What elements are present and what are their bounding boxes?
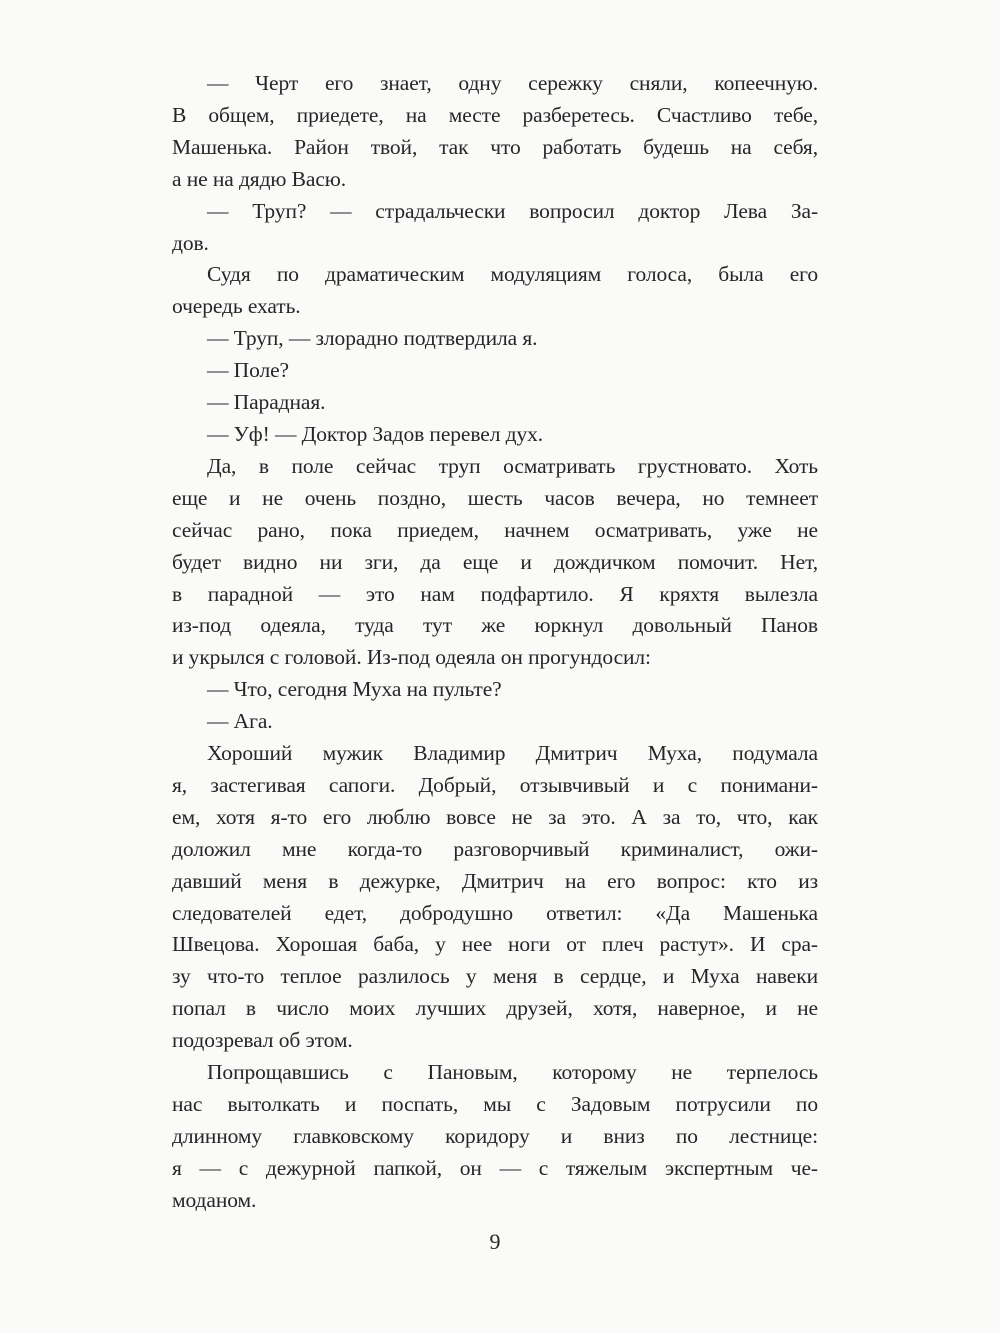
- text-line: очередь ехать.: [172, 294, 301, 319]
- text-line: моданом.: [172, 1187, 257, 1212]
- text-line: — Черт его знает, одну сережку сняли, копеечную.: [207, 71, 818, 95]
- text-line: Машенька. Район твой, так что работать будешь на себя,: [172, 134, 818, 159]
- text-line: — Труп, — злорадно подтвердила я.: [207, 326, 538, 351]
- text-line: я — с дежурной папкой, он — с тяжелым экспертным че-: [172, 1155, 818, 1180]
- text-line: я, застегивая сапоги. Добрый, отзывчивый и с понимани-: [172, 772, 818, 797]
- text-line: а не на дядю Васю.: [172, 166, 347, 191]
- paragraph: [172, 196, 818, 260]
- text-line: сейчас рано, пока приедем, начнем осматривать, уже не: [172, 517, 818, 542]
- text-line: подозревал об этом.: [172, 1028, 353, 1053]
- text-line: — Ага.: [207, 709, 273, 734]
- text-line: — Поле?: [207, 358, 289, 383]
- text-line: Да, в поле сейчас труп осматривать грустновато. Хоть: [207, 453, 818, 478]
- paragraph: [172, 68, 818, 196]
- text-line: доложил мне когда-то разговорчивый криминалист, ожи-: [172, 836, 818, 861]
- text-line: Судя по драматическим модуляциям голоса, была его: [207, 262, 818, 287]
- text-line: Хороший мужик Владимир Дмитрич Муха, подумала: [207, 741, 818, 766]
- paragraph: [172, 706, 818, 738]
- text-line: — Уф! — Доктор Задов перевел дух.: [207, 421, 544, 446]
- text-line: длинному главковскому коридору и вниз по лестнице:: [172, 1123, 818, 1148]
- text-line: — Что, сегодня Муха на пульте?: [207, 677, 502, 702]
- text-line: и укрылся с головой. Из-под одеяла он прогундосил:: [172, 645, 651, 670]
- text-line: из-под одеяла, туда тут же юркнул довольный Панов: [172, 613, 818, 638]
- page-text: [172, 68, 818, 1217]
- text-line: — Парадная.: [207, 390, 326, 415]
- paragraph: [172, 355, 818, 387]
- page-number: 9: [489, 1229, 501, 1254]
- paragraph: [172, 323, 818, 355]
- paragraph: [172, 419, 818, 451]
- text-line: Попрощавшись с Пановым, которому не терпелось: [207, 1060, 818, 1085]
- paragraph: [172, 738, 818, 1057]
- text-line: попал в число моих лучших друзей, хотя, наверное, и не: [172, 996, 818, 1021]
- paragraph: [172, 1057, 818, 1217]
- paragraph: [172, 451, 818, 674]
- text-line: дов.: [172, 230, 209, 255]
- text-line: давший меня в дежурке, Дмитрич на его вопрос: кто из: [172, 868, 818, 893]
- text-line: В общем, приедете, на месте разберетесь. Счастливо тебе,: [172, 102, 818, 127]
- text-line: зу что-то теплое разлилось у меня в сердце, и Муха навеки: [172, 964, 818, 989]
- text-line: нас вытолкать и поспать, мы с Задовым потрусили по: [172, 1092, 818, 1116]
- text-line: ем, хотя я-то его люблю вовсе не за это. А за то, что, как: [172, 804, 818, 829]
- text-line: следователей едет, добродушно ответил: «Да Машенька: [172, 900, 818, 925]
- text-line: — Труп? — страдальчески вопросил доктор Лева За-: [207, 198, 818, 223]
- text-line: будет видно ни зги, да еще и дождичком помочит. Нет,: [172, 549, 818, 574]
- text-line: Швецова. Хорошая баба, у нее ноги от плеч растут». И сра-: [172, 932, 818, 957]
- text-line: еще и не очень поздно, шесть часов вечера, но темнеет: [172, 485, 818, 510]
- text-line: в парадной — это нам подфартило. Я кряхтя вылезла: [172, 581, 818, 606]
- paragraph: [172, 259, 818, 323]
- paragraph: [172, 387, 818, 419]
- paragraph: [172, 674, 818, 706]
